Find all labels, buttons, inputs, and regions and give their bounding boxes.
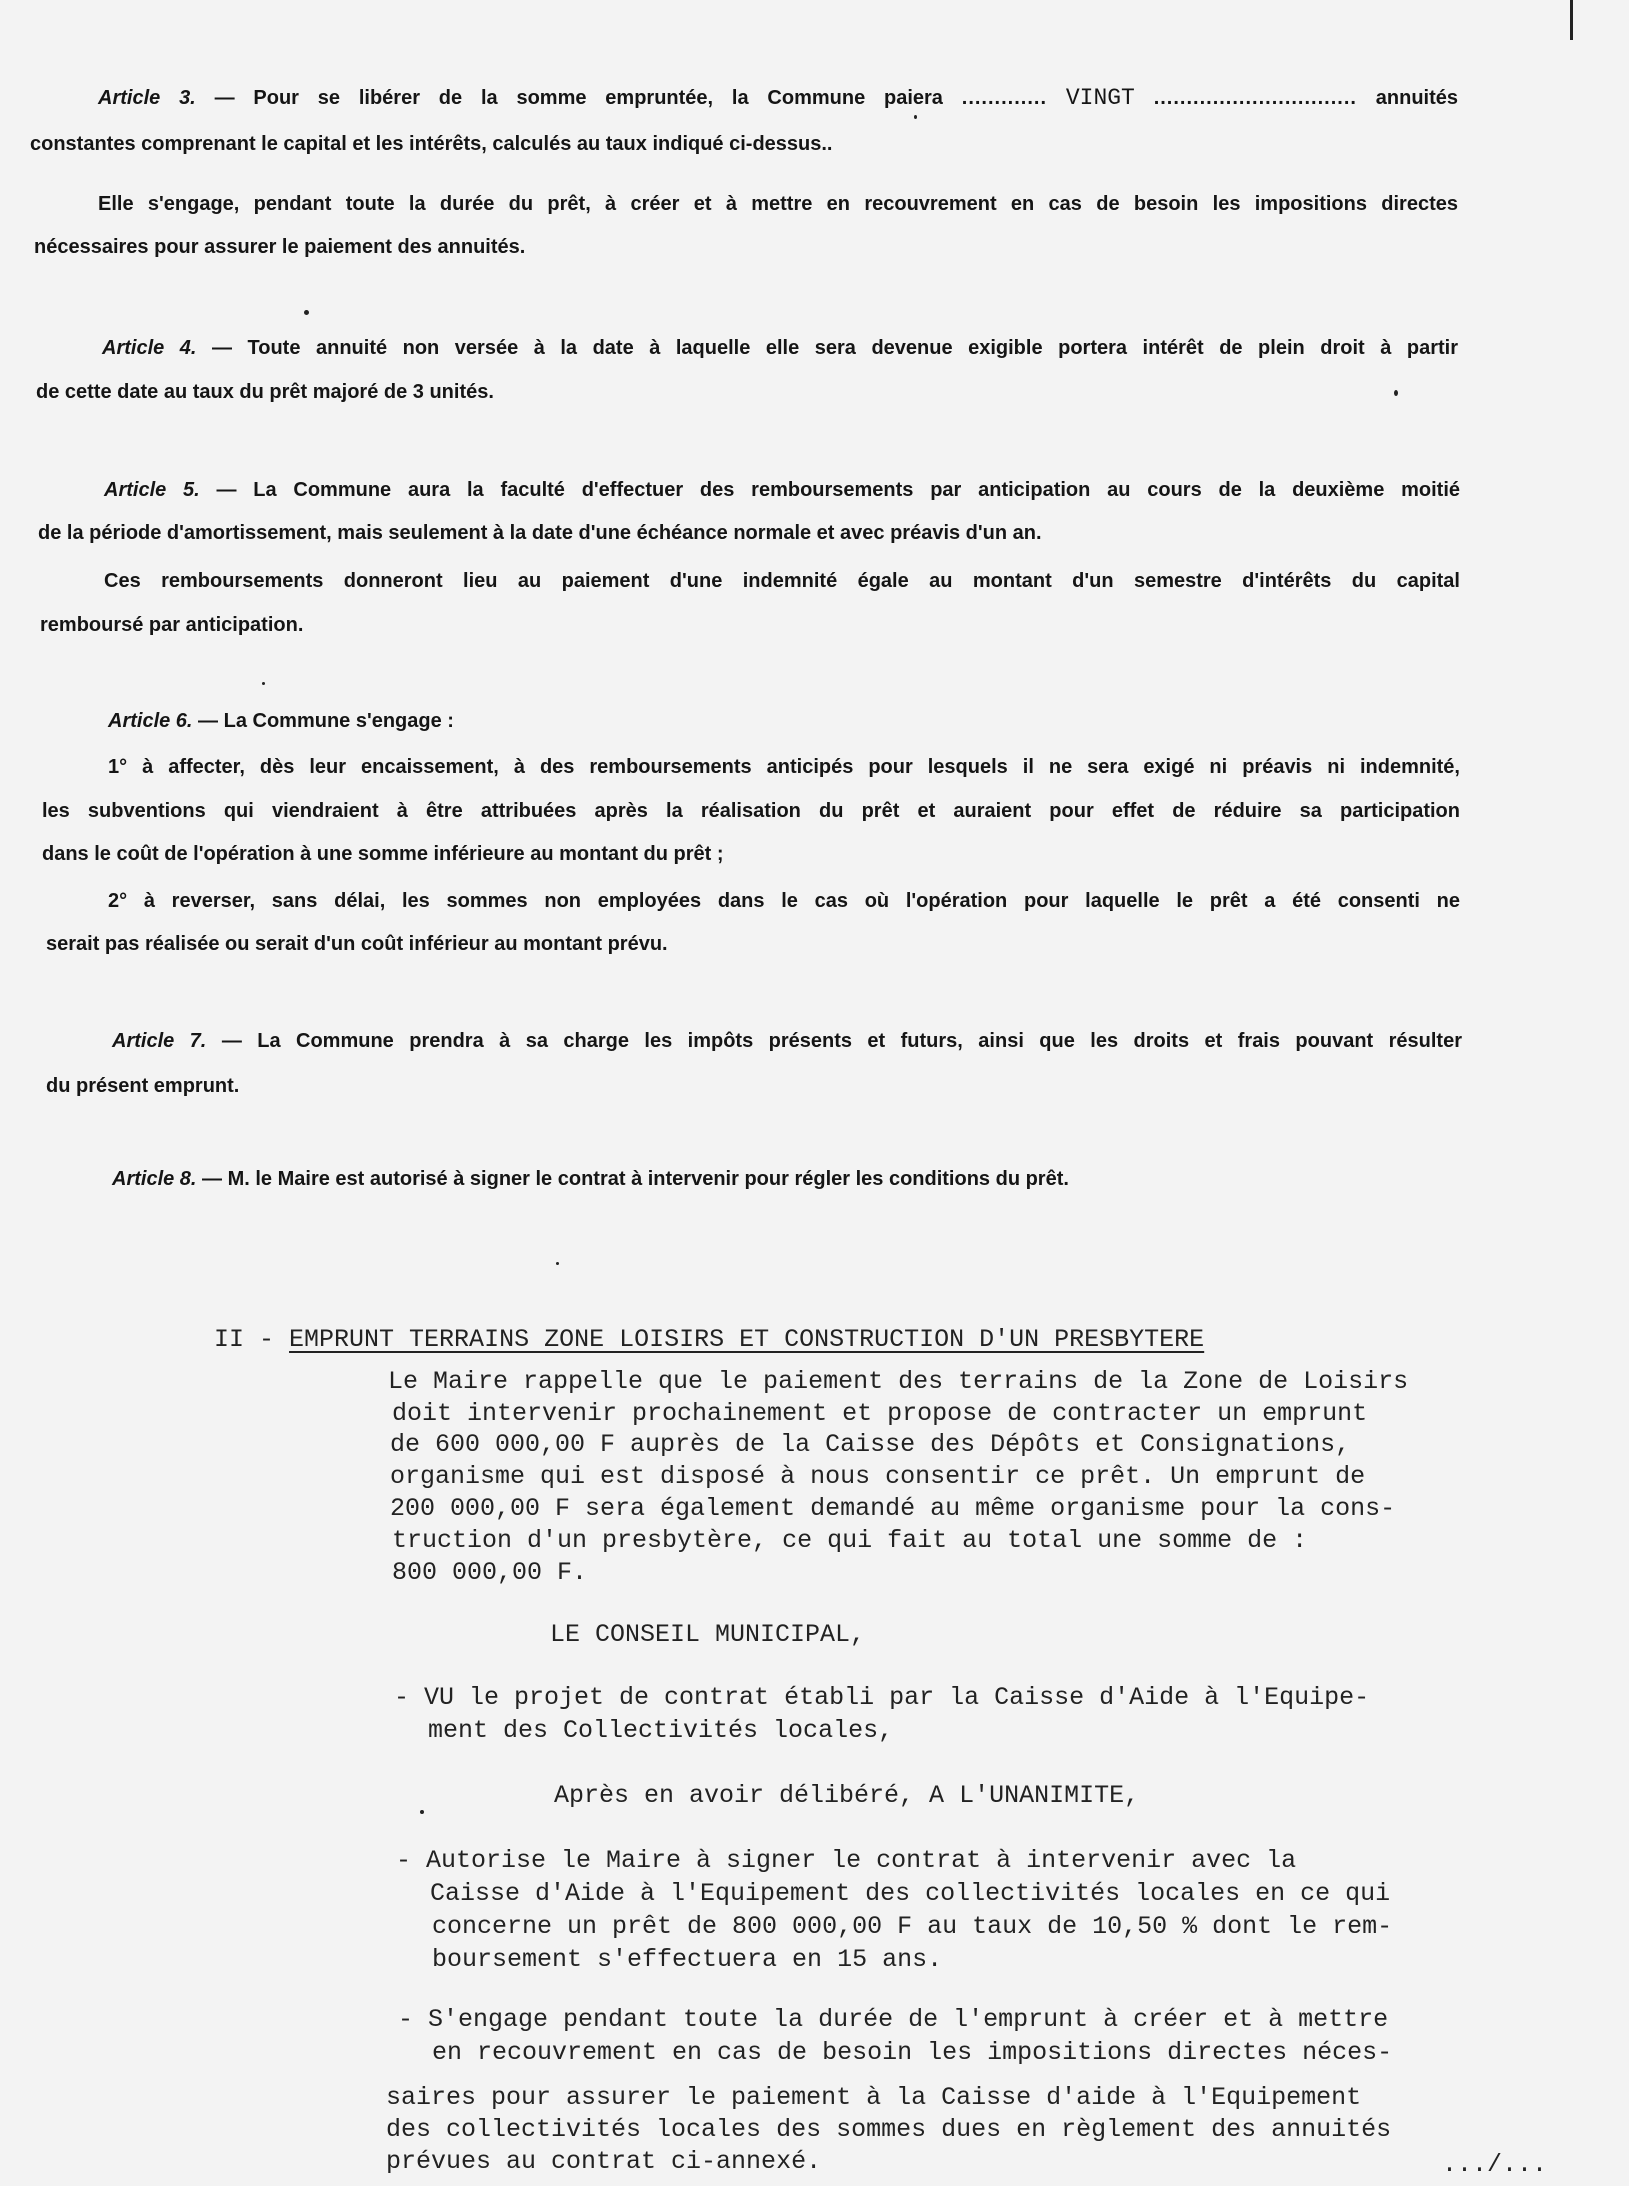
article-4-label: Article 4. — [102, 337, 197, 359]
article-4-line-1: Article 4. — Toute annuité non versée à la date à laquelle elle sera devenue exigible portera intérêt de plein droit à partir — [102, 337, 1458, 359]
deliberation: Après en avoir délibéré, A L'UNANIMITE, — [554, 1781, 1140, 1810]
intro-line-7: 800 000,00 F. — [392, 1558, 588, 1587]
article-6-line-4: dans le coût de l'opération à une somme inférieure au montant du prêt ; — [42, 843, 724, 865]
article-6-line-3: les subventions qui viendraient à être attribuées après la réalisation du prêt et auraient pour effet de réduire sa participation — [42, 800, 1460, 822]
scan-speck — [556, 1262, 559, 1265]
article-3-line-1: Article 3. — Pour se libérer de la somme empruntée, la Commune paiera ............. VINGT ............................... annuités — [98, 85, 1459, 111]
section-2-heading — [214, 1325, 1204, 1354]
article-4-line-2: de cette date au taux du prêt majoré de 3 unités. — [36, 381, 494, 403]
autorise-line-2: Caisse d'Aide à l'Equipement des collectivités locales en ce qui — [430, 1879, 1391, 1908]
scan-speck — [1394, 390, 1398, 396]
article-6-line-2: 1° à affecter, dès leur encaissement, à des remboursements anticipés pour lesquels il ne sera exigé ni préavis ni indemnité, — [108, 756, 1460, 778]
continuation-marker: .../... — [1442, 2150, 1548, 2179]
article-7-line-2: du présent emprunt. — [46, 1075, 240, 1097]
autorise-line-1: - Autorise le Maire à signer le contrat à intervenir avec la — [396, 1846, 1297, 1875]
article-3-line-4: nécessaires pour assurer le paiement des annuités. — [34, 236, 526, 258]
intro-line-4: organisme qui est disposé à nous consentir ce prêt. Un emprunt de — [390, 1462, 1366, 1491]
intro-line-2: doit intervenir prochainement et propose de contracter un emprunt — [392, 1399, 1368, 1428]
article-3-line-2: constantes comprenant le capital et les intérêts, calculés au taux indiqué ci-dessus.. — [30, 133, 833, 155]
article-7-label: Article 7. — [112, 1030, 207, 1052]
scan-speck — [420, 1810, 424, 1814]
article-3-line-3: Elle s'engage, pendant toute la durée du prêt, à créer et à mettre en recouvrement en cas de besoin les impositions directes — [98, 193, 1458, 215]
article-5-line-4: remboursé par anticipation. — [40, 614, 304, 636]
article-5-label: Article 5. — [104, 479, 200, 501]
article-3-label: Article 3. — [98, 87, 196, 109]
autorise-line-3: concerne un prêt de 800 000,00 F au taux de 10,50 % dont le rem- — [432, 1912, 1393, 1941]
intro-line-5: 200 000,00 F sera également demandé au même organisme pour la cons- — [390, 1494, 1396, 1523]
scan-speck — [262, 682, 265, 685]
article-6-line-1: Article 6. — La Commune s'engage : — [108, 710, 454, 732]
annuity-count: VINGT — [1065, 85, 1135, 111]
scan-edge — [1570, 0, 1573, 40]
intro-line-3: de 600 000,00 F auprès de la Caisse des Dépôts et Consignations, — [390, 1430, 1351, 1459]
article-6-line-5: 2° à reverser, sans délai, les sommes non employées dans le cas où l'opération pour laquelle le prêt a été consenti ne — [108, 890, 1460, 912]
article-5-line-3: Ces remboursements donneront lieu au paiement d'une indemnité égale au montant d'un semestre d'intérêts du capital — [104, 570, 1460, 592]
article-7-line-1: Article 7. — La Commune prendra à sa charge les impôts présents et futurs, ainsi que les droits et frais pouvant résulter — [112, 1030, 1463, 1052]
vu-line-2: ment des Collectivités locales, — [428, 1716, 894, 1745]
engage-line-2: en recouvrement en cas de besoin les impositions directes néces- — [432, 2038, 1393, 2067]
section-2-number: II - — [214, 1325, 275, 1354]
vu-line-1: - VU le projet de contrat établi par la Caisse d'Aide à l'Equipe- — [394, 1683, 1370, 1712]
article-6-line-6: serait pas réalisée ou serait d'un coût inférieur au montant prévu. — [46, 933, 668, 955]
engage-line-4: des collectivités locales des sommes dues en règlement des annuités — [386, 2115, 1392, 2144]
engage-line-3: saires pour assurer le paiement à la Caisse d'aide à l'Equipement — [386, 2083, 1362, 2112]
engage-line-1: - S'engage pendant toute la durée de l'emprunt à créer et à mettre — [398, 2005, 1389, 2034]
intro-line-1: Le Maire rappelle que le paiement des terrains de la Zone de Loisirs — [388, 1367, 1409, 1396]
scan-speck — [914, 115, 917, 119]
article-8-label: Article 8. — [112, 1168, 197, 1190]
article-8-line-1: Article 8. — M. le Maire est autorisé à signer le contrat à intervenir pour régler les conditions du prêt. — [112, 1168, 1069, 1190]
intro-line-6: truction d'un presbytère, ce qui fait au total une somme de : — [392, 1526, 1308, 1555]
autorise-line-4: boursement s'effectuera en 15 ans. — [432, 1945, 943, 1974]
article-5-line-2: de la période d'amortissement, mais seulement à la date d'une échéance normale et avec préavis d'un an. — [38, 522, 1042, 544]
council-heading: LE CONSEIL MUNICIPAL, — [550, 1620, 866, 1649]
article-5-line-1: Article 5. — La Commune aura la faculté d'effectuer des remboursements par anticipation au cours de la deuxième moitié — [104, 479, 1461, 501]
engage-line-5: prévues au contrat ci-annexé. — [386, 2147, 822, 2176]
section-2-title: EMPRUNT TERRAINS ZONE LOISIRS ET CONSTRUCTION D'UN PRESBYTERE — [289, 1325, 1205, 1354]
scan-speck — [304, 310, 309, 315]
article-6-label: Article 6. — [108, 710, 193, 732]
